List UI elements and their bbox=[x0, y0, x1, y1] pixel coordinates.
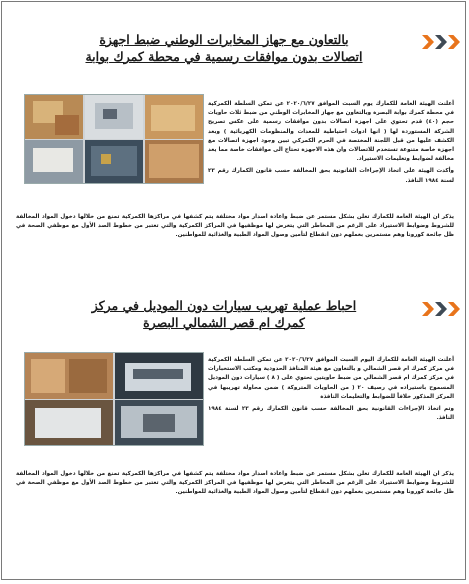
article-1-body-top bbox=[208, 100, 454, 189]
collage-photo-equipment bbox=[85, 95, 143, 139]
collage-photo-boxes bbox=[25, 95, 83, 139]
collage-photo-container-boxes bbox=[25, 353, 113, 399]
document-page bbox=[1, 1, 466, 580]
article-1-paragraph-1: أعلنت الهيئة العامة للكمارك يوم السبت الموافق ٢٠٢٠/٦/٢٧ عن تمكن السلطة الكمركية في محطة كمرك بوابة البصرة وبالتعاون مع جهاز المخابرات الوطني من ضبط ثلاث حاويات حجم (٤٠) قدم تحتوي على اجهزة اتصالات بدون موافقات رسمية على عكس تصريح الشركة المستوردة لها ( انها ادوات احتياطية للمعدات والمنظومات الكهربائية ) وبعد الكشف عليها من قبل اللجنة المختصة في الحرم الكمركي تبين وجود اجهزة اتصالات مع اجهزة خاصة متنوعة تستخدم للاتصالات وان هذه الاجهزة تحتاج الى موافقات خاصة مما يعد مخالفة لضوابط وتعليمات الاستيراد. bbox=[208, 101, 455, 163]
collage-photo-car-front bbox=[25, 400, 113, 445]
article-2-paragraph-2: وتم اتخاذ الإجراءات القانونية بحق المخالفة حسب قانون الكمارك رقم ٢٣ لسنة ١٩٨٤ النافذ. bbox=[208, 406, 454, 422]
article-1-headline bbox=[32, 32, 416, 66]
article-1-title-line1: بالتعاون مع جهاز المخابرات الوطني ضبط اجهزة bbox=[99, 32, 349, 47]
article-1-body-bottom bbox=[16, 213, 454, 244]
article-1-paragraph-2: وأكدت الهيئة على اتخاذ الإجراءات القانونية بحق المخالفة حسب قانون الكمارك رقم ٢٣ لسنة ١٩٨٤ النافذ. bbox=[208, 168, 454, 184]
chevron-arrows-icon bbox=[422, 35, 460, 49]
article-2-body-bottom bbox=[16, 470, 454, 501]
chevron-arrows-icon bbox=[422, 302, 460, 316]
article-1-title-line2: اتصالات بدون موافقات رسمية في محطة كمرك بوابة bbox=[85, 48, 363, 64]
collage-photo-cartons bbox=[145, 95, 203, 139]
article-2-title-line2: كمرك ام قصر الشمالي البصرة bbox=[143, 314, 305, 330]
collage-photo-devices bbox=[25, 140, 83, 183]
article-2-paragraph-1: أعلنت الهيئة العامة للكمارك اليوم السبت الموافق ٢٠٢٠/٦/٢٧ عن تمكن السلطة الكمركية في مركز كمرك ام قصر الشمالي و بالتعاون مع هيئة المنافذ الحدودية ومكتب الاستخبارات في مركز كمرك ام قصر الشمالي من ضبط حاويتين تحتوي على ( ٨ ) سيارات دون الموديل المسموح باستيراده في رصيف ٢٠ ( من الحاويات المتروكة ) ضمن محاولة تهريبها في المركز المذكور خلافاً للضوابط والتعليمات النافذة bbox=[208, 357, 455, 400]
article-2-photo-collage bbox=[24, 352, 204, 446]
article-2-title-line1: احباط عملية تهريب سيارات دون الموديل في مركز bbox=[91, 298, 357, 313]
article-2-headline bbox=[32, 298, 416, 332]
article-2-paragraph-3: يذكر ان الهيئة العامة للكمارك تعلن بشكل مستمر عن ضبط واعادة اصدار مواد مختلفة يتم كشفها في مراكزها الكمركية تمنع من خلالها دخول المواد المخالفة للشروط وضوابط الاستيراد على الرغم من المخاطر التي يتعرض لها موظفيها في المراكز الكمركية والتي تعتبر من خطوط الصد الأول مع موظفي الصحة في ظل جائحة كورونا وهم مستمرين بعملهم دون انقطاع لتأمين وصول المواد الطبية والغذائية للمواطنين. bbox=[16, 471, 454, 496]
article-2-body-top bbox=[208, 356, 454, 426]
collage-photo-circuit bbox=[85, 140, 143, 183]
collage-photo-container bbox=[145, 140, 203, 183]
article-1-photo-collage bbox=[24, 94, 204, 184]
article-1-paragraph-3: يذكر ان الهيئة العامة للكمارك تعلن بشكل مستمر عن ضبط واعادة اصدار مواد مختلفة يتم كشفها في مراكزها الكمركية تمنع من خلالها دخول المواد المخالفة للشروط وضوابط الاستيراد على الرغم من المخاطر التي يتعرض لها موظفيها في المراكز الكمركية والتي تعتبر من خطوط الصد الأول مع موظفي الصحة في ظل جائحة كورونا وهم مستمرين بعملهم دون انقطاع لتأمين وصول المواد الطبية والغذائية للمواطنين. bbox=[16, 214, 454, 239]
collage-photo-car-rear bbox=[115, 353, 203, 399]
collage-photo-container-open bbox=[115, 400, 203, 445]
